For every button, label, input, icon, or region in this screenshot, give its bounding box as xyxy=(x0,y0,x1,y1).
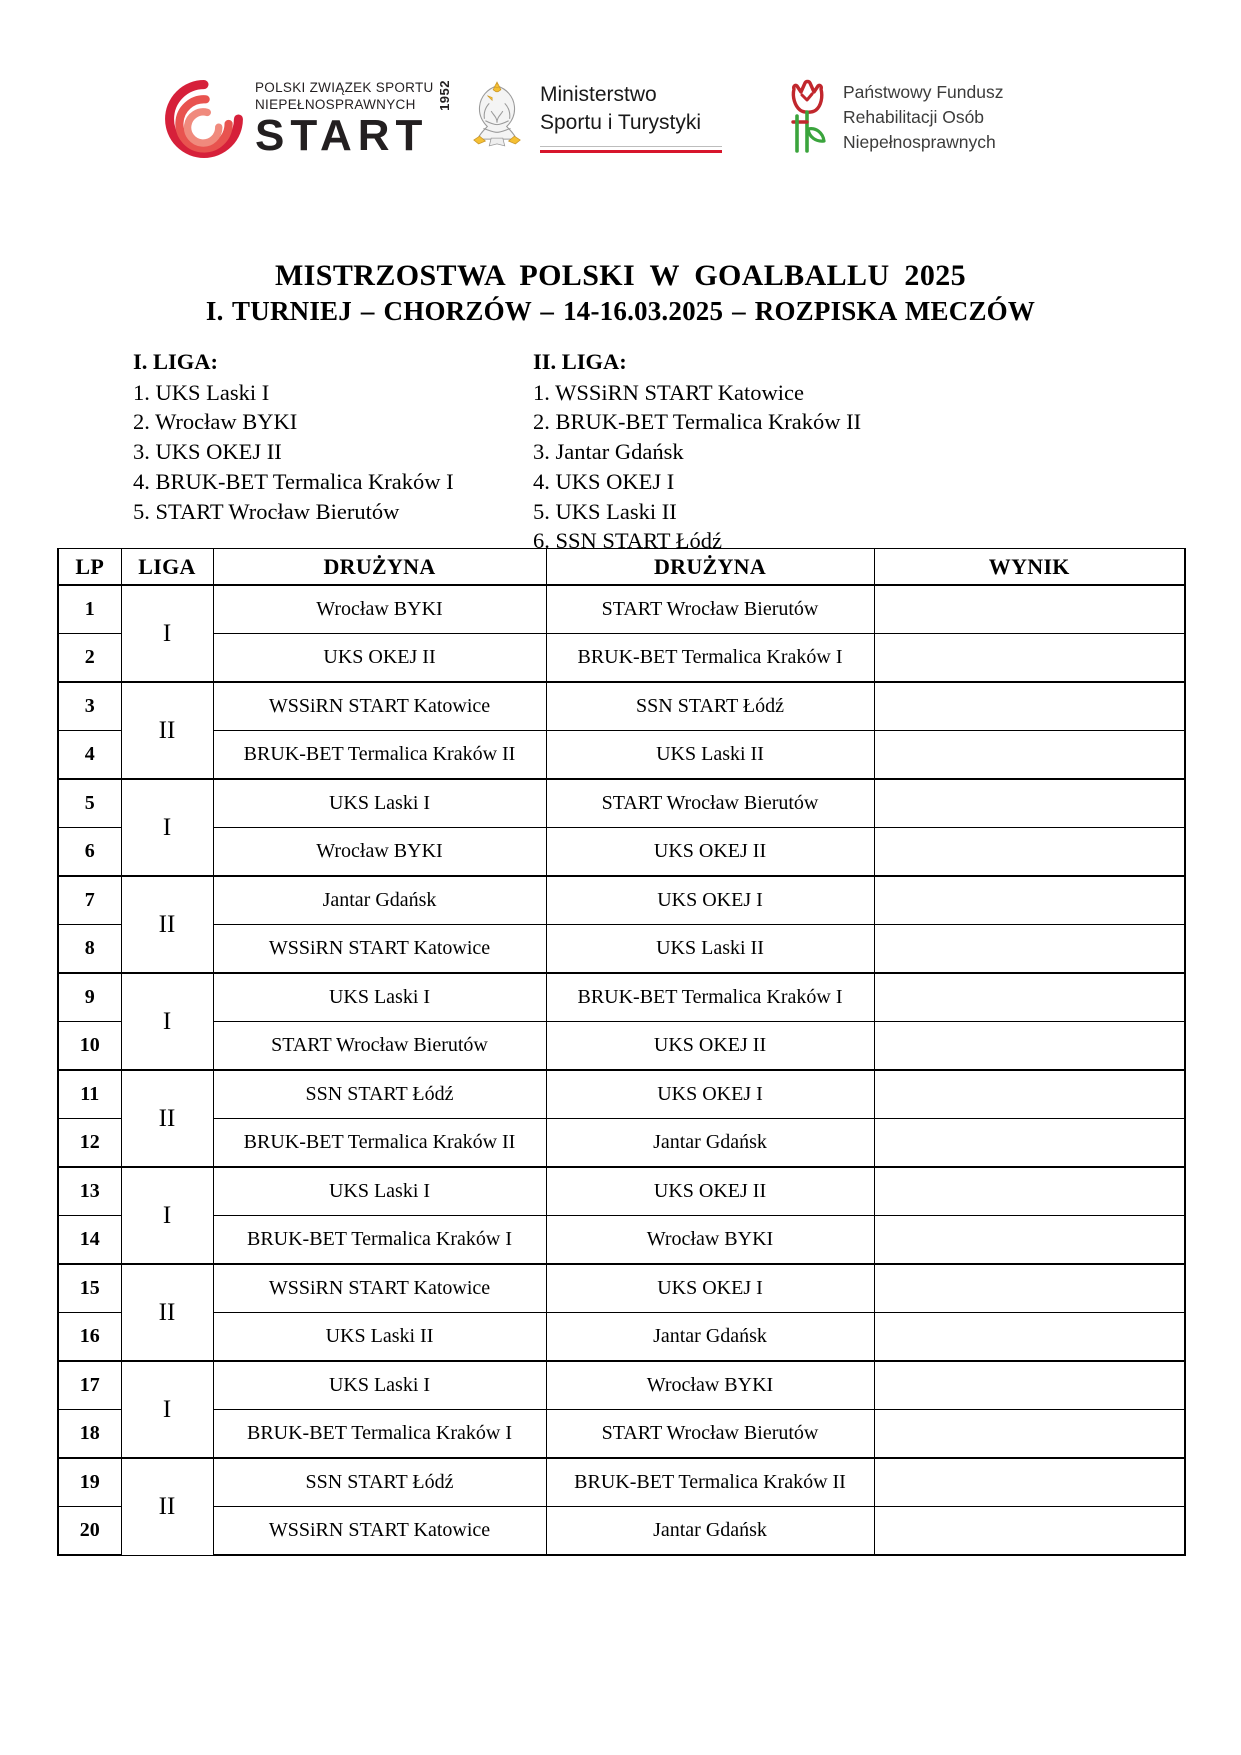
cell-team-1: WSSiRN START Katowice xyxy=(213,925,546,974)
cell-team-2: Jantar Gdańsk xyxy=(546,1507,874,1556)
cell-liga: I xyxy=(121,973,213,1070)
cell-wynik[interactable] xyxy=(874,876,1185,925)
cell-lp: 4 xyxy=(58,731,121,780)
cell-wynik[interactable] xyxy=(874,925,1185,974)
table-row xyxy=(58,1167,1185,1216)
cell-wynik[interactable] xyxy=(874,1361,1185,1410)
cell-team-1: UKS Laski II xyxy=(213,1313,546,1362)
league-column-1 xyxy=(133,348,454,526)
table-row xyxy=(58,1119,1185,1168)
cell-team-2: BRUK-BET Termalica Kraków I xyxy=(546,634,874,683)
table-row xyxy=(58,1022,1185,1071)
start-swirl-icon xyxy=(163,78,245,160)
league-2-heading: II. LIGA: xyxy=(533,349,627,374)
cell-wynik[interactable] xyxy=(874,682,1185,731)
cell-wynik[interactable] xyxy=(874,1458,1185,1507)
pfron-line-2: Rehabilitacji Osób xyxy=(843,106,985,127)
tulip-icon xyxy=(783,77,831,158)
league-1-team: 3. UKS OKEJ II xyxy=(133,439,282,465)
cell-team-1: BRUK-BET Termalica Kraków I xyxy=(213,1410,546,1459)
league-1-heading: I. LIGA: xyxy=(133,349,219,374)
cell-lp: 6 xyxy=(58,828,121,877)
ministry-line-1: Ministerstwo xyxy=(540,83,657,106)
cell-lp: 2 xyxy=(58,634,121,683)
cell-team-1: Jantar Gdańsk xyxy=(213,876,546,925)
table-row xyxy=(58,1313,1185,1362)
cell-liga: II xyxy=(121,876,213,973)
table-row xyxy=(58,1361,1185,1410)
cell-wynik[interactable] xyxy=(874,973,1185,1022)
cell-lp: 15 xyxy=(58,1264,121,1313)
cell-lp: 16 xyxy=(58,1313,121,1362)
cell-liga: I xyxy=(121,1167,213,1264)
table-row xyxy=(58,731,1185,780)
league-2-team: 5. UKS Laski II xyxy=(533,498,677,524)
cell-team-1: SSN START Łódź xyxy=(213,1070,546,1119)
cell-team-2: UKS OKEJ II xyxy=(546,828,874,877)
cell-team-1: WSSiRN START Katowice xyxy=(213,682,546,731)
cell-team-2: Wrocław BYKI xyxy=(546,1361,874,1410)
cell-team-2: UKS Laski II xyxy=(546,731,874,780)
ministry-line-2: Sportu i Turystyki xyxy=(540,110,702,134)
cell-team-1: Wrocław BYKI xyxy=(213,585,546,634)
cell-wynik[interactable] xyxy=(874,1507,1185,1556)
pzs-line-1: POLSKI ZWIĄZEK SPORTU xyxy=(255,80,434,96)
cell-lp: 9 xyxy=(58,973,121,1022)
league-2-team: 4. UKS OKEJ I xyxy=(533,468,675,494)
league-column-2 xyxy=(533,348,861,556)
cell-wynik[interactable] xyxy=(874,828,1185,877)
table-row xyxy=(58,634,1185,683)
cell-wynik[interactable] xyxy=(874,1410,1185,1459)
cell-team-2: BRUK-BET Termalica Kraków I xyxy=(546,973,874,1022)
logo-pzs-start xyxy=(163,78,451,160)
table-row xyxy=(58,925,1185,974)
cell-team-2: START Wrocław Bierutów xyxy=(546,585,874,634)
cell-liga: I xyxy=(121,1361,213,1458)
cell-team-2: UKS OKEJ II xyxy=(546,1022,874,1071)
cell-wynik[interactable] xyxy=(874,1070,1185,1119)
cell-team-1: BRUK-BET Termalica Kraków I xyxy=(213,1216,546,1265)
header-team-2: DRUŻYNA xyxy=(546,549,874,586)
cell-lp: 18 xyxy=(58,1410,121,1459)
schedule-table-wrapper xyxy=(57,548,1184,1556)
cell-wynik[interactable] xyxy=(874,731,1185,780)
title-block xyxy=(0,258,1241,328)
cell-team-2: BRUK-BET Termalica Kraków II xyxy=(546,1458,874,1507)
table-row xyxy=(58,682,1185,731)
cell-lp: 8 xyxy=(58,925,121,974)
league-rosters xyxy=(0,348,1241,554)
cell-wynik[interactable] xyxy=(874,779,1185,828)
table-header-row xyxy=(58,549,1185,586)
cell-lp: 14 xyxy=(58,1216,121,1265)
league-1-team: 1. UKS Laski I xyxy=(133,379,270,405)
table-row xyxy=(58,585,1185,634)
cell-wynik[interactable] xyxy=(874,1167,1185,1216)
league-2-team: 6. SSN START Łódź xyxy=(533,528,722,554)
header-team-1: DRUŻYNA xyxy=(213,549,546,586)
logo-pfron xyxy=(783,77,1004,158)
cell-liga: I xyxy=(121,779,213,876)
page-title: MISTRZOSTWA POLSKI W GOALBALLU 2025 xyxy=(274,259,967,292)
cell-team-2: Jantar Gdańsk xyxy=(546,1313,874,1362)
cell-team-1: UKS Laski I xyxy=(213,779,546,828)
match-schedule-table xyxy=(57,548,1186,1556)
cell-wynik[interactable] xyxy=(874,1216,1185,1265)
cell-team-1: SSN START Łódź xyxy=(213,1458,546,1507)
cell-lp: 19 xyxy=(58,1458,121,1507)
cell-lp: 3 xyxy=(58,682,121,731)
cell-team-2: UKS OKEJ I xyxy=(546,1070,874,1119)
polish-eagle-icon xyxy=(468,76,526,155)
cell-team-1: UKS Laski I xyxy=(213,973,546,1022)
table-row xyxy=(58,1410,1185,1459)
cell-lp: 10 xyxy=(58,1022,121,1071)
cell-team-1: UKS Laski I xyxy=(213,1167,546,1216)
cell-team-1: BRUK-BET Termalica Kraków II xyxy=(213,731,546,780)
cell-team-2: SSN START Łódź xyxy=(546,682,874,731)
cell-wynik[interactable] xyxy=(874,1119,1185,1168)
cell-lp: 1 xyxy=(58,585,121,634)
cell-liga: II xyxy=(121,682,213,779)
cell-lp: 13 xyxy=(58,1167,121,1216)
table-row xyxy=(58,1070,1185,1119)
cell-team-2: Jantar Gdańsk xyxy=(546,1119,874,1168)
cell-team-2: UKS OKEJ II xyxy=(546,1167,874,1216)
pzs-line-2: NIEPEŁNOSPRAWNYCH xyxy=(255,96,416,112)
cell-team-2: Wrocław BYKI xyxy=(546,1216,874,1265)
cell-team-2: START Wrocław Bierutów xyxy=(546,779,874,828)
cell-wynik[interactable] xyxy=(874,585,1185,634)
logo-ministry-of-sport xyxy=(468,76,722,155)
cell-liga: II xyxy=(121,1264,213,1361)
logo-bar xyxy=(0,72,1241,182)
cell-team-1: UKS Laski I xyxy=(213,1361,546,1410)
league-1-team: 2. Wrocław BYKI xyxy=(133,409,298,435)
pzs-year: 1952 xyxy=(436,79,452,111)
table-row xyxy=(58,973,1185,1022)
cell-team-2: UKS Laski II xyxy=(546,925,874,974)
cell-lp: 17 xyxy=(58,1361,121,1410)
table-row xyxy=(58,828,1185,877)
pfron-line-1: Państwowy Fundusz xyxy=(843,82,1004,102)
header-liga: LIGA xyxy=(121,549,213,586)
league-2-team: 2. BRUK-BET Termalica Kraków II xyxy=(533,409,862,435)
cell-lp: 5 xyxy=(58,779,121,828)
table-row xyxy=(58,1216,1185,1265)
cell-lp: 20 xyxy=(58,1507,121,1556)
cell-team-1: WSSiRN START Katowice xyxy=(213,1507,546,1556)
cell-team-1: WSSiRN START Katowice xyxy=(213,1264,546,1313)
header-wynik: WYNIK xyxy=(874,549,1185,586)
cell-liga: I xyxy=(121,585,213,682)
cell-team-1: START Wrocław Bierutów xyxy=(213,1022,546,1071)
cell-team-2: UKS OKEJ I xyxy=(546,1264,874,1313)
league-1-team: 5. START Wrocław Bierutów xyxy=(133,498,400,524)
league-2-team: 3. Jantar Gdańsk xyxy=(533,439,684,465)
cell-wynik[interactable] xyxy=(874,1313,1185,1362)
cell-wynik[interactable] xyxy=(874,634,1185,683)
table-row xyxy=(58,1458,1185,1507)
cell-lp: 7 xyxy=(58,876,121,925)
table-row xyxy=(58,779,1185,828)
table-row xyxy=(58,1507,1185,1556)
cell-team-1: Wrocław BYKI xyxy=(213,828,546,877)
cell-team-1: BRUK-BET Termalica Kraków II xyxy=(213,1119,546,1168)
cell-wynik[interactable] xyxy=(874,1022,1185,1071)
league-1-team: 4. BRUK-BET Termalica Kraków I xyxy=(133,468,454,494)
cell-team-2: UKS OKEJ I xyxy=(546,876,874,925)
page-subtitle: I. TURNIEJ – CHORZÓW – 14-16.03.2025 – ROZPISKA MECZÓW xyxy=(205,296,1036,327)
league-2-team: 1. WSSiRN START Katowice xyxy=(533,379,805,405)
cell-lp: 12 xyxy=(58,1119,121,1168)
cell-liga: II xyxy=(121,1070,213,1167)
pfron-line-3: Niepełnosprawnych xyxy=(843,131,996,152)
table-row xyxy=(58,876,1185,925)
header-lp: LP xyxy=(58,549,121,586)
cell-liga: II xyxy=(121,1458,213,1555)
table-row xyxy=(58,1264,1185,1313)
cell-team-1: UKS OKEJ II xyxy=(213,634,546,683)
cell-wynik[interactable] xyxy=(874,1264,1185,1313)
ministry-flag-rule xyxy=(540,146,722,153)
cell-team-2: START Wrocław Bierutów xyxy=(546,1410,874,1459)
pzs-wordmark: START xyxy=(255,111,429,161)
cell-lp: 11 xyxy=(58,1070,121,1119)
